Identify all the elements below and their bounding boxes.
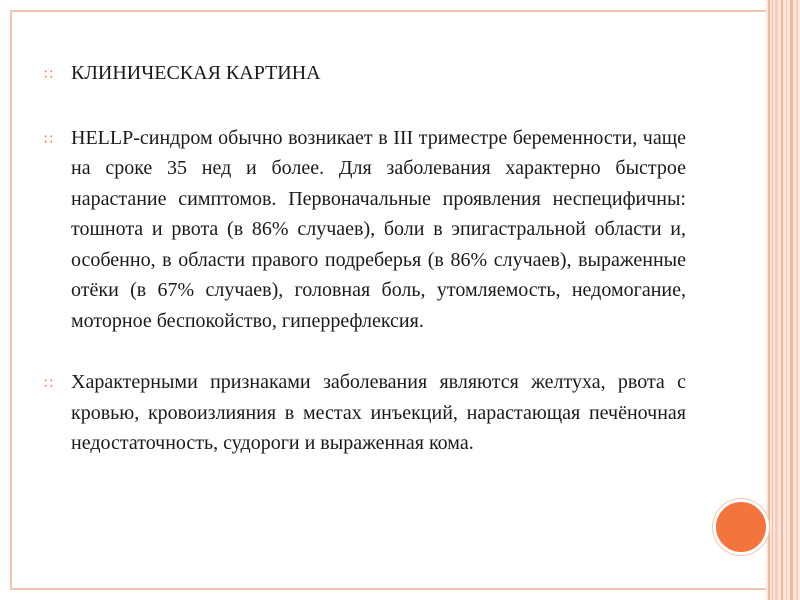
orange-bullet-icon: ∷: [44, 376, 53, 392]
side-stripe: [768, 0, 770, 600]
frame-border-bottom: [10, 588, 766, 590]
paragraph-text: Характерными признаками заболевания являются желтуха, рвота с кровью, кровоизлияния в местах инъекций, нарастающая печёночная недостаточность, судороги и выраженная кома.: [71, 371, 686, 454]
side-stripe: [772, 0, 773, 600]
slide-heading-item: [44, 58, 686, 89]
orange-bullet-icon: ∷: [44, 131, 53, 148]
slide-content: [44, 58, 686, 459]
frame-border-left: [10, 10, 12, 590]
bullet-paragraph: [44, 367, 686, 459]
paragraph-text: HELLP-синдром обычно возникает в III триместре беременности, чаще на сроке 35 нед и более. Для заболевания характерно быстрое нарастание симптомов. Первоначальные проявления неспецифичны: тошнота и рвота (в 86% случаев), боли в эпигастральной области и, особенно, в области правого подреберья (в 86% случаев), выраженные отёки (в 67% случаев), головная боль, утомляемость, недомогание, моторное беспокойство, гиперрефлексия.: [71, 126, 686, 332]
side-stripe: [786, 0, 787, 600]
side-stripe: [790, 0, 793, 600]
decorative-side-bar: [766, 0, 800, 600]
side-stripe: [781, 0, 783, 600]
frame-border-top: [10, 10, 766, 12]
slide-heading: КЛИНИЧЕСКАЯ КАРТИНА: [71, 62, 321, 84]
orange-circle-decoration: [713, 499, 769, 555]
orange-bullet-icon: ∷: [44, 67, 53, 83]
side-stripe: [796, 0, 798, 600]
bullet-paragraph: [44, 123, 686, 337]
side-stripe: [775, 0, 778, 600]
